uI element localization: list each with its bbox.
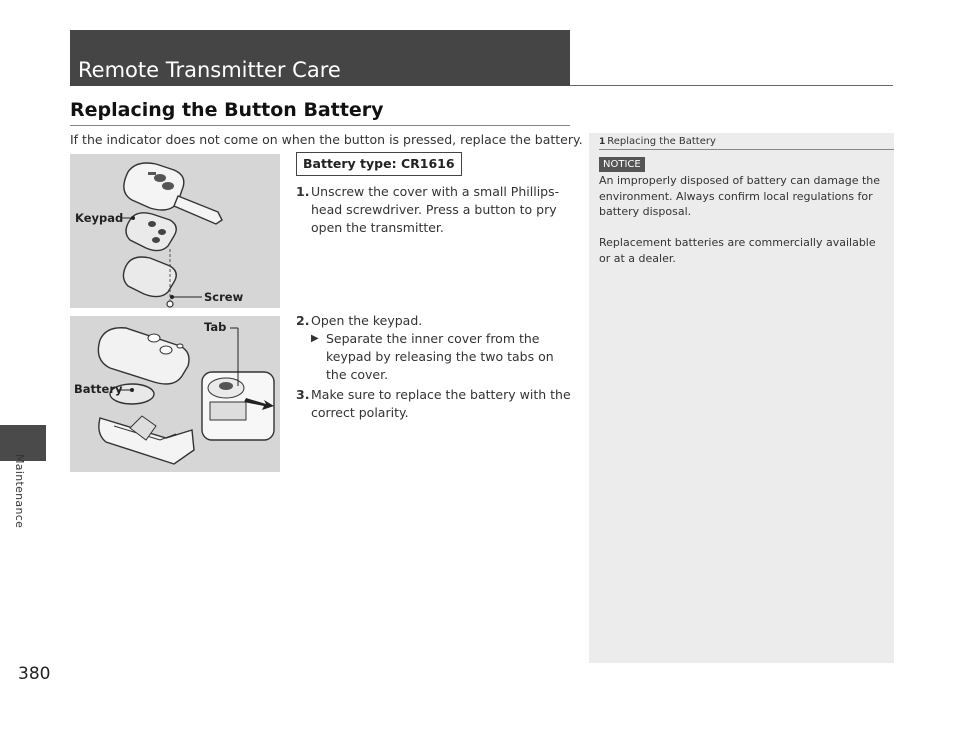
step-text: Make sure to replace the battery with the correct polarity. — [311, 387, 571, 420]
page-number: 380 — [18, 664, 51, 684]
step-3 — [296, 386, 576, 422]
step-number: 3. — [296, 387, 310, 402]
step-2-substep — [311, 330, 575, 384]
step-2 — [296, 312, 576, 330]
figure-battery-replacement — [70, 316, 280, 472]
key-illustration — [70, 154, 280, 308]
notice-text: An improperly disposed of battery can damage the environment. Always confirm local regulations for battery disposal. — [599, 174, 881, 218]
notice-badge: NOTICE — [599, 157, 645, 172]
sidebar-rule — [599, 149, 894, 150]
callout-battery: Battery — [74, 382, 123, 396]
step-number: 1. — [296, 184, 310, 199]
sidebar-heading-text: Replacing the Battery — [607, 136, 716, 147]
callout-tab: Tab — [204, 320, 227, 334]
page-title: Remote Transmitter Care — [78, 58, 341, 82]
step-text: Unscrew the cover with a small Phillips-head screwdriver. Press a button to pry open the transmitter. — [311, 184, 560, 235]
section-heading: Replacing the Button Battery — [70, 99, 384, 121]
section-rule — [70, 125, 570, 126]
chapter-label: Maintenance — [13, 454, 26, 529]
arrow-right-icon: ▶ — [311, 333, 319, 344]
intro-text: If the indicator does not come on when the button is pressed, replace the battery. — [70, 132, 583, 147]
substep-text: Separate the inner cover from the keypad by releasing the two tabs on the cover. — [326, 331, 554, 382]
callout-keypad: Keypad — [75, 211, 124, 225]
figure-key-disassembly — [70, 154, 280, 308]
sidebar-heading — [599, 136, 716, 147]
reference-marker: 1 — [599, 137, 606, 147]
step-1 — [296, 183, 576, 237]
sidebar-extra-text: Replacement batteries are commercially available or at a dealer. — [599, 236, 876, 265]
callout-screw: Screw — [204, 290, 244, 304]
battery-type-box: Battery type: CR1616 — [296, 152, 462, 176]
title-rule — [570, 85, 893, 86]
step-number: 2. — [296, 313, 310, 328]
step-text: Open the keypad. — [311, 313, 423, 328]
